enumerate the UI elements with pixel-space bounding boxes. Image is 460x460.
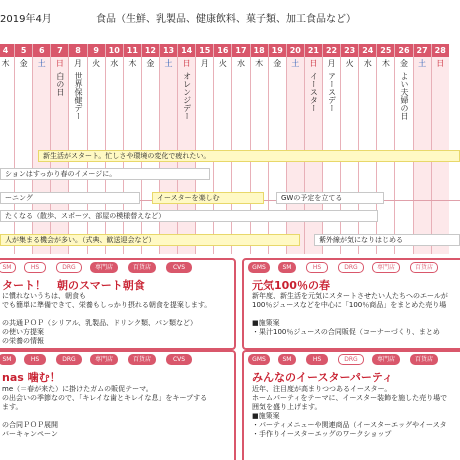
day-number: 10 bbox=[106, 44, 123, 57]
panel-smart-breakfast bbox=[0, 258, 236, 350]
tag-drg: DRG bbox=[338, 262, 364, 273]
day-number: 17 bbox=[232, 44, 249, 57]
day-number: 8 bbox=[69, 44, 86, 57]
panel-line: 近年、注目度が高まりつつあるイースター。 bbox=[252, 385, 392, 393]
weekday-label: 月 bbox=[327, 59, 336, 68]
day-column bbox=[68, 44, 86, 254]
tag-cvs: CVS bbox=[166, 354, 192, 365]
panel-line: ・パーティメニューや関連商品（イースターエッグやイースタ bbox=[252, 421, 447, 429]
day-number: 14 bbox=[178, 44, 195, 57]
day-number: 13 bbox=[160, 44, 177, 57]
tag-dept: 百貨店 bbox=[410, 354, 438, 365]
weekday-label: 火 bbox=[345, 59, 354, 68]
event-label: オレンジデー bbox=[182, 72, 192, 120]
trend-bar-gatherings: 人が集まる機会が多い。（式典、歓送迎会など） bbox=[0, 234, 300, 246]
weekday-label: 月 bbox=[73, 59, 82, 68]
day-column bbox=[431, 44, 449, 254]
tag-sm: SM bbox=[278, 354, 296, 365]
weekday-label: 木 bbox=[381, 59, 390, 68]
weekday-label: 木 bbox=[255, 59, 264, 68]
panel-line: 新年度、新生活を元気にスタートさせたい人たちへのエールが bbox=[252, 292, 448, 300]
panel-title: nas 噛む！ bbox=[2, 371, 61, 384]
panel-easter-party bbox=[242, 350, 460, 460]
day-number: 16 bbox=[214, 44, 231, 57]
day-number: 24 bbox=[359, 44, 376, 57]
day-column bbox=[286, 44, 304, 254]
tag-drg: DRG bbox=[56, 262, 82, 273]
day-column bbox=[0, 44, 14, 254]
day-column bbox=[105, 44, 123, 254]
panel-line: ・手作りイースターエッグのワークショップ bbox=[252, 430, 392, 438]
trend-bar-new-life: 新生活がスタート。忙しさや環境の変化で疲れたい。 bbox=[38, 150, 460, 162]
tag-dept: 百貨店 bbox=[128, 262, 156, 273]
tag-sm: SM bbox=[0, 262, 16, 273]
day-column bbox=[141, 44, 159, 254]
panel-line: の共通ＰＯＰ（シリアル、乳製品、ドリンク類、パン類など） bbox=[2, 319, 198, 327]
category-label: 食品（生鮮、乳製品、健康飲料、菓子類、加工食品など） bbox=[96, 14, 356, 25]
tag-specialty: 専門店 bbox=[372, 354, 400, 365]
panel-title: タート！ 朝のスマート朝食 bbox=[2, 279, 145, 292]
panel-line: の合同ＰＯＰ展開 bbox=[2, 421, 58, 429]
day-number: 12 bbox=[142, 44, 159, 57]
panel-line: 100％ジュースなどを中心に「100％商品」をまとめた売り場 bbox=[252, 301, 447, 309]
weekday-label: 金 bbox=[19, 59, 28, 68]
tag-hs: HS bbox=[306, 262, 328, 273]
weekday-label: 土 bbox=[164, 59, 173, 68]
panel-line: 囲気を盛り上げます。 bbox=[252, 403, 322, 411]
day-column bbox=[358, 44, 376, 254]
tag-specialty: 専門店 bbox=[90, 262, 118, 273]
day-column bbox=[87, 44, 105, 254]
event-label: アースデー bbox=[327, 72, 337, 112]
day-column bbox=[177, 44, 195, 254]
day-column bbox=[123, 44, 141, 254]
day-column bbox=[14, 44, 32, 254]
trend-bar-cleaning: ーニング bbox=[0, 192, 140, 204]
panel-line: me（＝春が来た）に掛けたガムの販促テーマ。 bbox=[2, 385, 153, 393]
event-label: 世界保健デー bbox=[73, 72, 83, 120]
calendar-grid bbox=[0, 44, 460, 254]
day-column bbox=[32, 44, 50, 254]
panel-line: ます。 bbox=[2, 403, 23, 411]
panel-title: 元気100％の春 bbox=[252, 279, 330, 292]
weekday-label: 金 bbox=[399, 59, 408, 68]
header bbox=[0, 0, 460, 28]
tag-hs: HS bbox=[306, 354, 328, 365]
day-number: 6 bbox=[33, 44, 50, 57]
day-number: 20 bbox=[287, 44, 304, 57]
tag-drg: DRG bbox=[338, 354, 364, 365]
tag-dept: 百貨店 bbox=[410, 262, 438, 273]
tag-gms: GMS bbox=[248, 262, 270, 273]
day-column bbox=[322, 44, 340, 254]
panel-genki-spring bbox=[242, 258, 460, 350]
day-column bbox=[376, 44, 394, 254]
panel-line: バーキャンペーン bbox=[2, 430, 58, 438]
weekday-label: 水 bbox=[110, 59, 119, 68]
tag-specialty: 専門店 bbox=[90, 354, 118, 365]
trend-bar-uv: 紫外線が気になりはじめる bbox=[314, 234, 460, 246]
day-number: 18 bbox=[251, 44, 268, 57]
day-column bbox=[231, 44, 249, 254]
panel-line: に慣れないうちは、朝食も bbox=[2, 292, 86, 300]
weekday-label: 日 bbox=[55, 59, 64, 68]
day-column bbox=[195, 44, 213, 254]
day-number: 28 bbox=[432, 44, 449, 57]
day-column bbox=[340, 44, 358, 254]
panel-line: でも簡単に準備できて、栄養もしっかり摂れる朝食を提案します。 bbox=[2, 301, 212, 309]
panel-line: ■施策案 bbox=[252, 319, 280, 327]
trend-bar-spring-fashion: ションはすっかり春のイメージに。 bbox=[0, 168, 210, 180]
month-label: 2019年4月 bbox=[0, 14, 52, 25]
day-number: 7 bbox=[51, 44, 68, 57]
day-column bbox=[394, 44, 412, 254]
tag-cvs: CVS bbox=[166, 262, 192, 273]
tag-sm: SM bbox=[278, 262, 296, 273]
event-label: よい夫婦の日 bbox=[399, 72, 409, 120]
weekday-label: 日 bbox=[436, 59, 445, 68]
trend-bar-outdoor: たくなる（散歩、スポーツ、部屋の模様替えなど） bbox=[0, 210, 378, 222]
tag-gms: GMS bbox=[248, 354, 270, 365]
tag-hs: HS bbox=[24, 354, 46, 365]
weekday-label: 日 bbox=[309, 59, 318, 68]
weekday-label: 金 bbox=[146, 59, 155, 68]
day-number: 5 bbox=[15, 44, 32, 57]
panel-line: の栄養の情報 bbox=[2, 337, 44, 345]
panel-title: みんなのイースターパーティ bbox=[252, 371, 394, 384]
day-number: 25 bbox=[377, 44, 394, 57]
tag-drg: DRG bbox=[56, 354, 82, 365]
day-number: 9 bbox=[88, 44, 105, 57]
weekday-label: 火 bbox=[218, 59, 227, 68]
trend-bar-gw-plans: GWの予定を立てる bbox=[276, 192, 384, 204]
day-number: 21 bbox=[305, 44, 322, 57]
event-label: 白の日 bbox=[55, 72, 65, 96]
weekday-label: 日 bbox=[182, 59, 191, 68]
day-number: 4 bbox=[0, 44, 14, 57]
day-number: 11 bbox=[124, 44, 141, 57]
panel-line: ホームパーティをテーマに、イースター装飾を施した売り場で bbox=[252, 394, 448, 402]
day-number: 19 bbox=[269, 44, 286, 57]
weekday-label: 木 bbox=[128, 59, 137, 68]
day-column bbox=[413, 44, 431, 254]
weekday-label: 金 bbox=[273, 59, 282, 68]
day-column bbox=[304, 44, 322, 254]
weekday-label: 木 bbox=[1, 59, 10, 68]
weekday-label: 火 bbox=[92, 59, 101, 68]
weekday-label: 土 bbox=[418, 59, 427, 68]
panel-line: ・果汁100％ジュースの合同販促（コーナーづくり、まとめ bbox=[252, 328, 440, 336]
day-column bbox=[50, 44, 68, 254]
weekday-label: 月 bbox=[200, 59, 209, 68]
event-label: イースター bbox=[309, 72, 319, 112]
tag-sm: SM bbox=[0, 354, 16, 365]
day-column bbox=[250, 44, 268, 254]
panel-line: ■施策案 bbox=[252, 412, 280, 420]
day-column bbox=[159, 44, 177, 254]
panel-line: の出会いの季節なので、「キレイな歯とキレイな息」をキープする bbox=[2, 394, 208, 402]
weekday-label: 土 bbox=[37, 59, 46, 68]
day-column bbox=[213, 44, 231, 254]
tag-specialty: 専門店 bbox=[372, 262, 400, 273]
panel-gum bbox=[0, 350, 236, 460]
weekday-label: 土 bbox=[291, 59, 300, 68]
day-number: 23 bbox=[341, 44, 358, 57]
tag-dept: 百貨店 bbox=[128, 354, 156, 365]
day-number: 26 bbox=[395, 44, 412, 57]
day-number: 22 bbox=[323, 44, 340, 57]
tag-hs: HS bbox=[24, 262, 46, 273]
panel-line: の使い方提案 bbox=[2, 328, 44, 336]
trend-bar-easter: イースターを楽しむ bbox=[152, 192, 264, 204]
day-column bbox=[268, 44, 286, 254]
day-number: 15 bbox=[196, 44, 213, 57]
weekday-label: 水 bbox=[363, 59, 372, 68]
day-number: 27 bbox=[414, 44, 431, 57]
weekday-label: 水 bbox=[236, 59, 245, 68]
